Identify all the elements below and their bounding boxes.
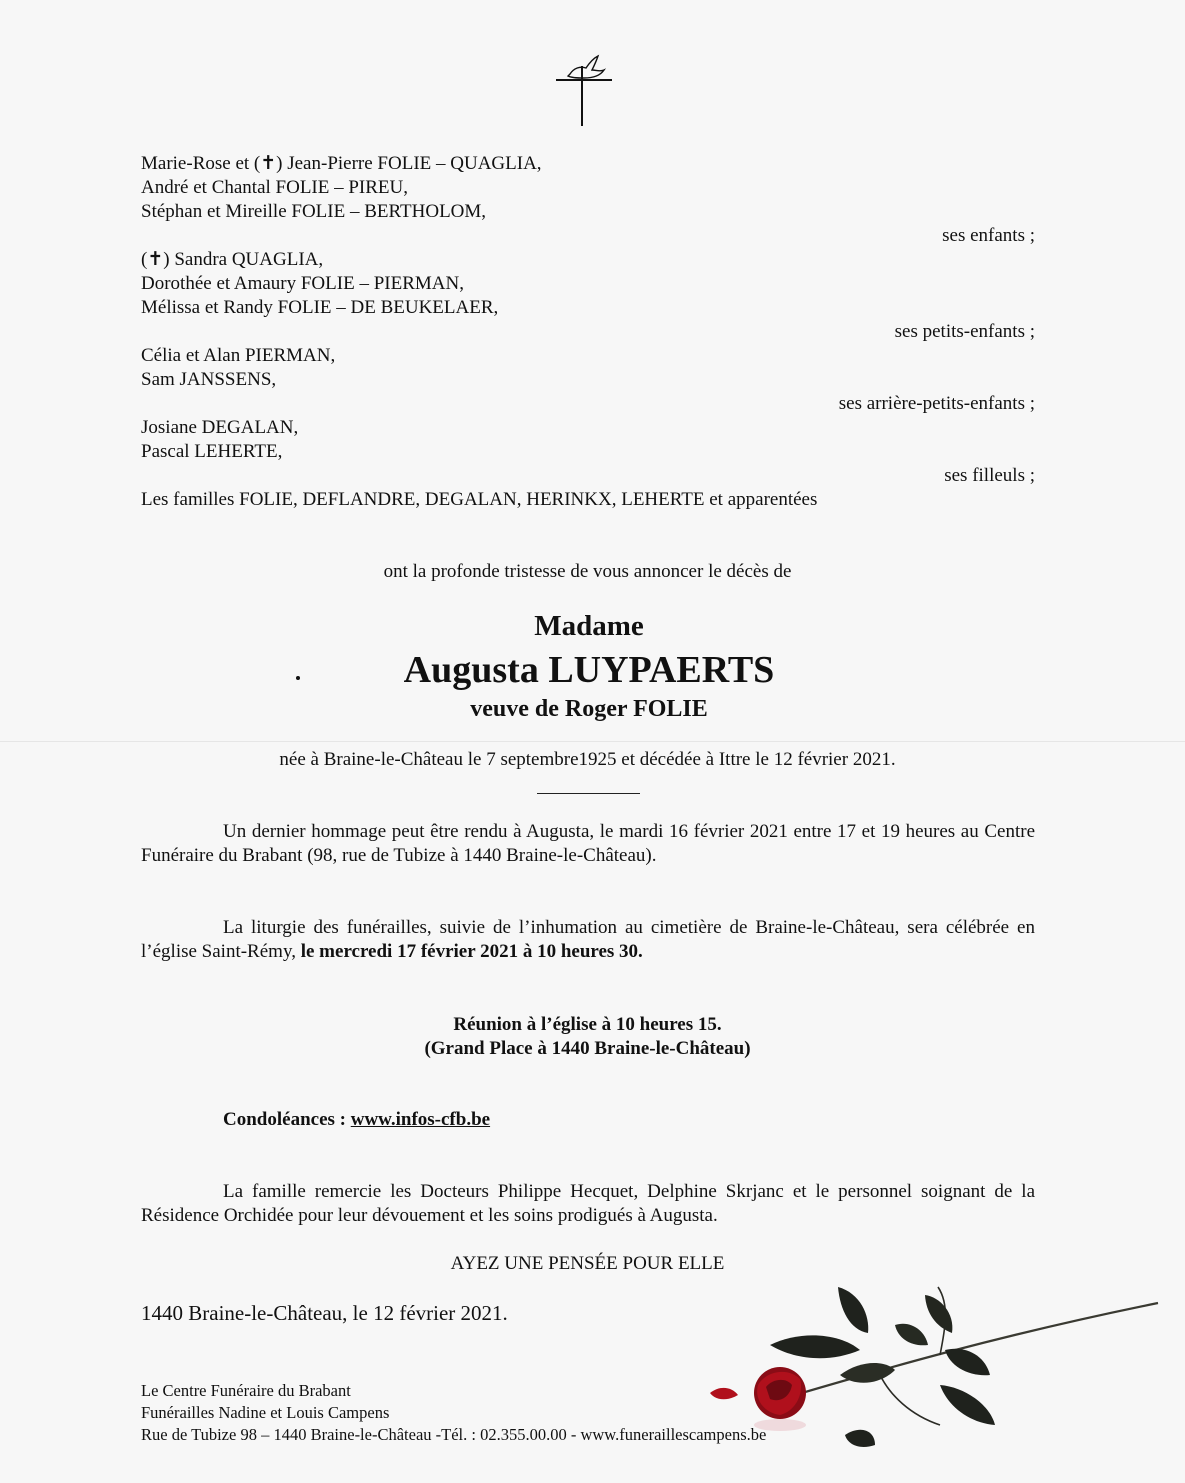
separator-line	[537, 793, 640, 794]
announcement-text: ont la profonde tristesse de vous annoncer le décès de	[383, 561, 792, 582]
family-grandchild-1: (✝) Sandra QUAGLIA,	[141, 249, 324, 270]
family-grandchild-2: Dorothée et Amaury FOLIE – PIERMAN,	[141, 273, 464, 294]
rose-image	[700, 1275, 1170, 1475]
cross-with-dove-icon	[550, 52, 614, 128]
great-grandchildren-label: ses arrière-petits-enfants ;	[838, 393, 1035, 414]
stray-dot	[296, 676, 300, 680]
tribute-paragraph	[141, 820, 1035, 868]
closing-line: AYEZ UNE PENSÉE POUR ELLE	[450, 1253, 725, 1274]
families-line: Les familles FOLIE, DEFLANDRE, DEGALAN, HERINKX, LEHERTE et apparentées	[141, 489, 818, 510]
paper-fold	[0, 741, 1185, 742]
family-great-grandchild-2: Sam JANSSENS,	[141, 369, 277, 390]
family-child-3: Stéphan et Mireille FOLIE – BERTHOLOM,	[141, 201, 487, 222]
footer-line-2: Funérailles Nadine et Louis Campens	[141, 1403, 390, 1422]
liturgy-text: La liturgie des funérailles, suivie de l’inhumation au cimetière de Braine-le-Château, sera célébrée en l’église Saint-Rémy,	[141, 917, 1035, 962]
children-label: ses enfants ;	[942, 225, 1035, 246]
deceased-widow: veuve de Roger FOLIE	[470, 696, 708, 722]
family-godchild-2: Pascal LEHERTE,	[141, 441, 283, 462]
family-godchild-1: Josiane DEGALAN,	[141, 417, 299, 438]
family-child-2: André et Chantal FOLIE – PIREU,	[141, 177, 409, 198]
tribute-text: Un dernier hommage peut être rendu à Augusta, le mardi 16 février 2021 entre 17 et 19 heures au Centre Funéraire du Brabant (98, rue de Tubize à 1440 Braine-le-Château).	[141, 821, 1035, 866]
godchildren-label: ses filleuls ;	[944, 465, 1035, 486]
liturgy-paragraph	[141, 916, 1035, 964]
family-great-grandchild-1: Célia et Alan PIERMAN,	[141, 345, 336, 366]
deceased-name: Augusta LUYPAERTS	[403, 649, 775, 691]
birth-death-line: née à Braine-le-Château le 7 septembre1925 et décédée à Ittre le 12 février 2021.	[279, 749, 896, 770]
thanks-paragraph	[141, 1180, 1035, 1228]
condolences	[223, 1108, 490, 1132]
deceased-salutation: Madame	[534, 610, 644, 642]
condolences-link[interactable]: www.infos-cfb.be	[350, 1109, 491, 1130]
thanks-text: La famille remercie les Docteurs Philippe Hecquet, Delphine Skrjanc et le personnel soignant de la Résidence Orchidée pour leur dévouement et les soins prodigués à Augusta.	[141, 1181, 1035, 1226]
meeting-line-1: Réunion à l’église à 10 heures 15.	[453, 1014, 722, 1035]
place-date: 1440 Braine-le-Château, le 12 février 2021.	[141, 1301, 508, 1325]
condolences-label: Condoléances :	[223, 1109, 351, 1130]
meeting-line-2: (Grand Place à 1440 Braine-le-Château)	[424, 1038, 751, 1059]
liturgy-date: le mercredi 17 février 2021 à 10 heures 30.	[300, 941, 643, 962]
footer-line-1: Le Centre Funéraire du Brabant	[141, 1381, 351, 1400]
family-child-1: Marie-Rose et (✝) Jean-Pierre FOLIE – QUAGLIA,	[141, 153, 542, 174]
family-grandchild-3: Mélissa et Randy FOLIE – DE BEUKELAER,	[141, 297, 499, 318]
grandchildren-label: ses petits-enfants ;	[894, 321, 1035, 342]
footer-line-3: Rue de Tubize 98 – 1440 Braine-le-Château -Tél. : 02.355.00.00 - www.funeraillescampens.be	[141, 1425, 767, 1444]
